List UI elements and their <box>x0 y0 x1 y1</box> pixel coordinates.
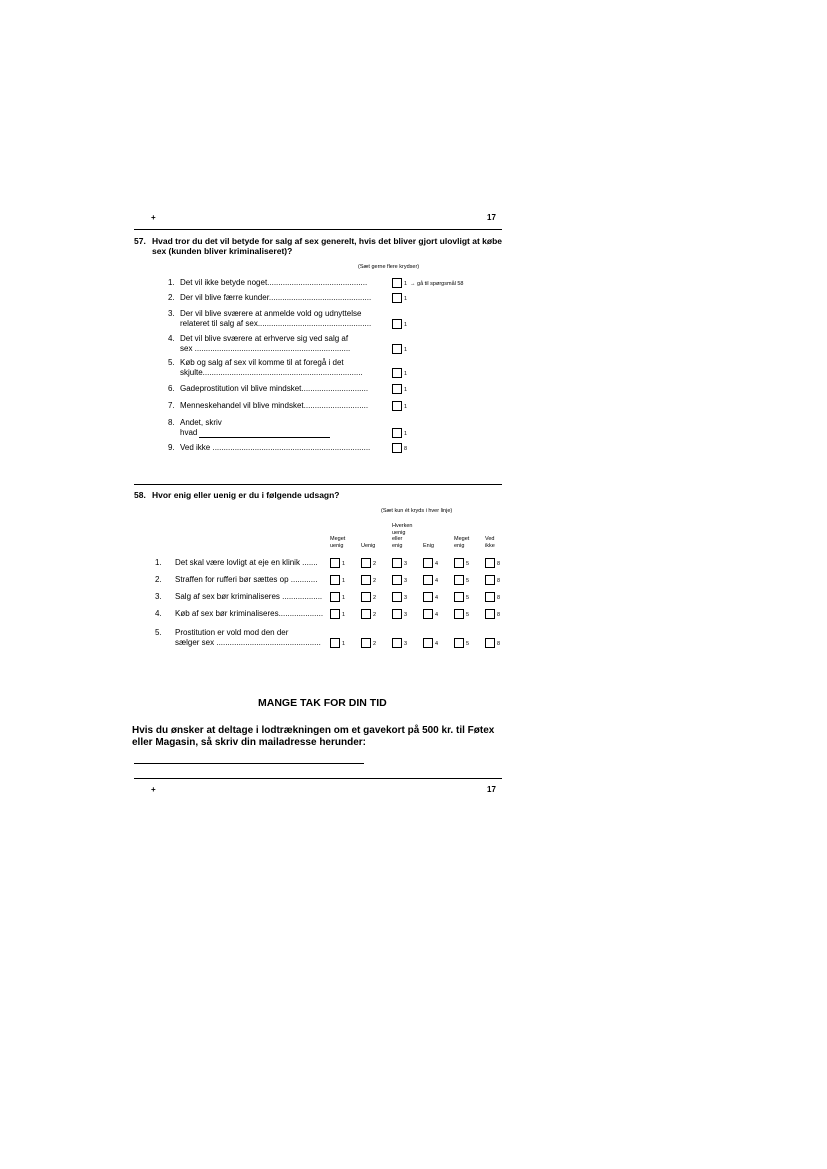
q57-question: Hvad tror du det vil betyde for salg af sex generelt, hvis det bliver gjort ulovligt at købe sex (kunden bliver kriminaliseret)? <box>152 236 502 256</box>
email-answer-line[interactable] <box>134 763 364 764</box>
q58-statement-number: 4. <box>155 609 162 618</box>
q58-code: 4 <box>435 578 439 584</box>
q57-item-number: 4. <box>168 334 175 343</box>
q58-column-header: ikke <box>485 542 495 549</box>
q58-statement-text-continued: sælger sex ............................................... <box>175 638 321 647</box>
q58-code: 4 <box>435 641 439 647</box>
q58-code: 5 <box>466 595 470 601</box>
q57-item-label-continued: hvad <box>180 428 198 437</box>
q58-code: 1 <box>342 561 346 567</box>
q57-item-label: Køb og salg af sex vil komme til at foregå i det <box>180 358 344 367</box>
q57-code: 1 <box>404 322 408 328</box>
q58-code: 4 <box>435 612 439 618</box>
q58-statement-text: Salg af sex bør kriminaliseres .................. <box>175 592 323 601</box>
q58-instruction: (Sæt kun ét kryds i hver linje) <box>381 508 453 514</box>
q58-code: 3 <box>404 595 408 601</box>
q58-code: 1 <box>342 641 346 647</box>
q58-checkbox[interactable] <box>485 558 495 568</box>
q58-checkbox[interactable] <box>330 638 340 648</box>
q57-checkbox[interactable] <box>392 278 402 288</box>
q58-checkbox[interactable] <box>392 558 402 568</box>
q58-column-header: uenig <box>392 529 406 536</box>
q58-checkbox[interactable] <box>485 592 495 602</box>
q58-code: 2 <box>373 561 377 567</box>
q58-statement-text: Køb af sex bør kriminaliseres.................... <box>175 609 324 618</box>
q57-instruction: (Sæt gerne flere krydser) <box>358 264 420 270</box>
q58-checkbox[interactable] <box>423 558 433 568</box>
q58-statement-text: Det skal være lovligt at eje en klinik ....... <box>175 558 318 567</box>
q57-checkbox[interactable] <box>392 319 402 329</box>
thanks-heading: MANGE TAK FOR DIN TID <box>258 697 387 709</box>
q58-checkbox[interactable] <box>330 558 340 568</box>
q57-code: 1 <box>404 404 408 410</box>
footer-page-number: 17 <box>487 785 496 794</box>
q58-code: 2 <box>373 612 377 618</box>
q58-column-header: enig <box>454 542 465 549</box>
q58-column-header: Enig <box>423 542 435 549</box>
q57-code: 1 <box>404 296 408 302</box>
q57-checkbox[interactable] <box>392 368 402 378</box>
q58-statement-text: Straffen for rufferi bør sættes op ............ <box>175 575 318 584</box>
q57-item-number: 9. <box>168 443 175 452</box>
q58-statement-number: 1. <box>155 558 162 567</box>
q57-item-label: Ved ikke ....................................................................... <box>180 443 371 452</box>
q57-item-label: Det vil ikke betyde noget............................................. <box>180 278 368 287</box>
header-page-number: 17 <box>487 213 496 222</box>
q57-checkbox[interactable] <box>392 428 402 438</box>
q58-code: 4 <box>435 561 439 567</box>
q58-checkbox[interactable] <box>330 575 340 585</box>
q58-column-header: Meget <box>454 536 470 542</box>
q57-item-label: Der vil blive sværere at anmelde vold og udnyttelse <box>180 309 362 318</box>
q57-item-number: 7. <box>168 401 175 410</box>
q58-code: 5 <box>466 612 470 618</box>
q58-statement-number: 5. <box>155 628 162 637</box>
q58-checkbox[interactable] <box>423 575 433 585</box>
q58-checkbox[interactable] <box>454 609 464 619</box>
q57-code: 8 <box>404 446 408 452</box>
header-rule <box>134 229 502 230</box>
q58-checkbox[interactable] <box>485 575 495 585</box>
q58-column-header: Uenig <box>361 542 376 549</box>
q57-item-number: 8. <box>168 418 175 427</box>
q57-item-label: Menneskehandel vil blive mindsket............................. <box>180 401 369 410</box>
q58-checkbox[interactable] <box>392 609 402 619</box>
q57-item-number: 2. <box>168 293 175 302</box>
q58-code: 2 <box>373 641 377 647</box>
q57-checkbox[interactable] <box>392 293 402 303</box>
q58-column-header: uenig <box>330 542 344 549</box>
q58-code: 2 <box>373 578 377 584</box>
q57-checkbox[interactable] <box>392 384 402 394</box>
q57-skip-note: → gå til spørgsmål 58 <box>410 281 464 287</box>
q58-statement-number: 2. <box>155 575 162 584</box>
q58-code: 8 <box>497 612 501 618</box>
q57-item-number: 3. <box>168 309 175 318</box>
q58-code: 8 <box>497 641 501 647</box>
q58-code: 2 <box>373 595 377 601</box>
q58-statement-text: Prostitution er vold mod den der <box>175 628 289 637</box>
footer-mark: + <box>151 785 156 794</box>
q57-checkbox[interactable] <box>392 401 402 411</box>
q57-item-label: Gadeprostitution vil blive mindsket.............................. <box>180 384 369 393</box>
q58-checkbox[interactable] <box>330 609 340 619</box>
q57-code: 1 <box>404 371 408 377</box>
q58-checkbox[interactable] <box>454 575 464 585</box>
q58-code: 3 <box>404 561 408 567</box>
q58-checkbox[interactable] <box>361 592 371 602</box>
q58-code: 1 <box>342 595 346 601</box>
q57-code: 1 <box>404 281 408 287</box>
section-rule <box>134 484 502 485</box>
q58-number: 58. <box>134 490 146 500</box>
q58-statement-number: 3. <box>155 592 162 601</box>
q58-code: 3 <box>404 578 408 584</box>
q57-code: 1 <box>404 431 408 437</box>
q58-code: 8 <box>497 578 501 584</box>
q58-column-header: Hverken <box>392 523 413 529</box>
q58-checkbox[interactable] <box>454 638 464 648</box>
q58-checkbox[interactable] <box>361 558 371 568</box>
q57-item-number: 1. <box>168 278 175 287</box>
q58-checkbox[interactable] <box>330 592 340 602</box>
q58-code: 8 <box>497 595 501 601</box>
q58-code: 1 <box>342 612 346 618</box>
q58-code: 5 <box>466 578 470 584</box>
q58-checkbox[interactable] <box>423 638 433 648</box>
q58-code: 8 <box>497 561 501 567</box>
q58-code: 3 <box>404 641 408 647</box>
q58-checkbox[interactable] <box>361 638 371 648</box>
q58-checkbox[interactable] <box>392 592 402 602</box>
q57-item-label-continued: sex ...................................................................... <box>180 344 351 353</box>
footer-rule <box>134 778 502 779</box>
q57-item-label: Der vil blive færre kunder.............................................. <box>180 293 372 302</box>
q57-item-label: Andet, skriv <box>180 418 222 427</box>
q58-checkbox[interactable] <box>454 558 464 568</box>
q57-item-label: Det vil blive sværere at erhverve sig ved salg af <box>180 334 349 343</box>
q58-checkbox[interactable] <box>423 592 433 602</box>
q58-code: 5 <box>466 641 470 647</box>
q58-code: 5 <box>466 561 470 567</box>
q58-checkbox[interactable] <box>392 575 402 585</box>
q58-code: 4 <box>435 595 439 601</box>
q57-number: 57. <box>134 236 146 246</box>
q58-checkbox[interactable] <box>361 609 371 619</box>
q58-column-header: Meget <box>330 536 346 542</box>
q57-item-label-continued: skjulte........................................................................ <box>180 368 363 377</box>
q57-checkbox[interactable] <box>392 344 402 354</box>
lottery-invitation: Hvis du ønsker at deltage i lodtrækningen om et gavekort på 500 kr. til Føtex eller Magasin, så skriv din mailadresse herunder: <box>132 725 495 748</box>
q57-other-write-in-line[interactable] <box>199 437 330 438</box>
q58-checkbox[interactable] <box>454 592 464 602</box>
header-mark: + <box>151 213 156 222</box>
q58-column-header: enig <box>392 542 403 549</box>
q58-question: Hvor enig eller uenig er du i følgende udsagn? <box>152 490 340 500</box>
q57-item-number: 6. <box>168 384 175 393</box>
q58-checkbox[interactable] <box>361 575 371 585</box>
q57-item-label-continued: relateret til salg af sex................................................... <box>180 319 372 328</box>
q57-code: 1 <box>404 387 408 393</box>
q58-checkbox[interactable] <box>485 638 495 648</box>
q58-code: 1 <box>342 578 346 584</box>
q58-column-header: eller <box>392 536 403 542</box>
q58-column-header: Ved <box>485 536 495 542</box>
q57-item-number: 5. <box>168 358 175 367</box>
q58-code: 3 <box>404 612 408 618</box>
q58-checkbox[interactable] <box>392 638 402 648</box>
q57-checkbox[interactable] <box>392 443 402 453</box>
q57-code: 1 <box>404 347 408 353</box>
q58-checkbox[interactable] <box>485 609 495 619</box>
q58-checkbox[interactable] <box>423 609 433 619</box>
